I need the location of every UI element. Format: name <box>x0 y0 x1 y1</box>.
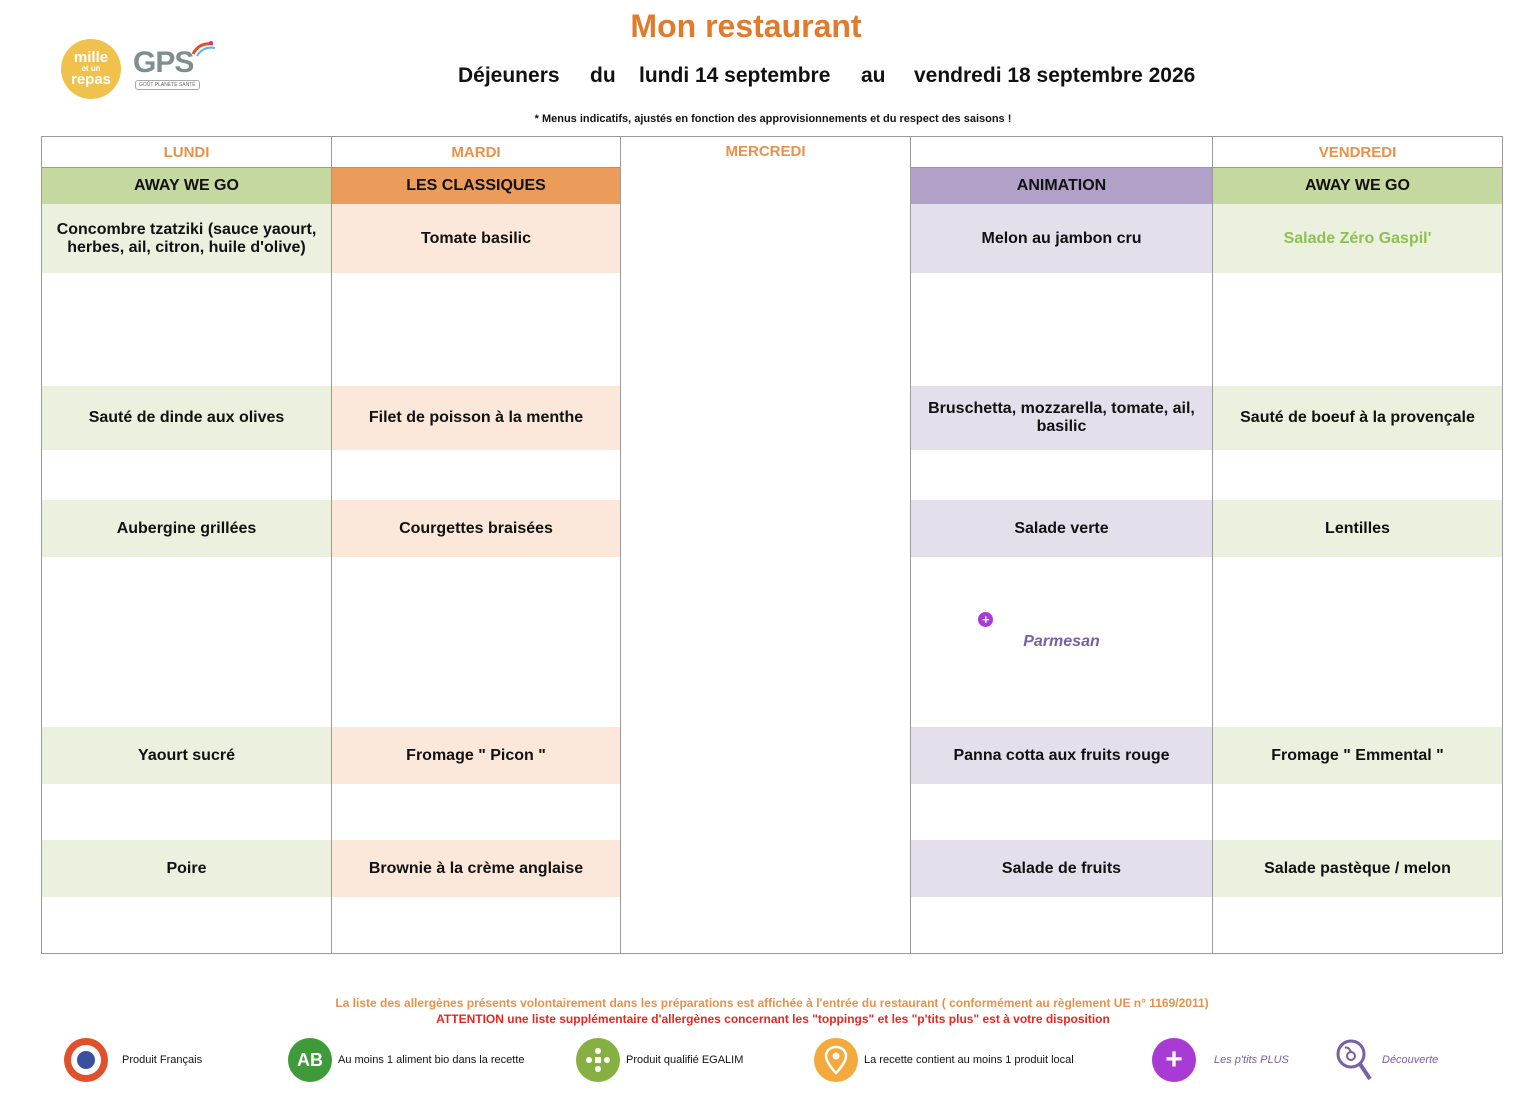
menu-item: Panna cotta aux fruits rouge <box>911 727 1213 784</box>
menu-item: Sauté de boeuf à la provençale <box>1213 386 1503 450</box>
french-product-icon <box>64 1038 108 1082</box>
local-pin-icon <box>814 1038 858 1082</box>
legend-label: Au moins 1 aliment bio dans la recette <box>338 1054 525 1066</box>
theme-cell: AWAY WE GO <box>42 168 332 205</box>
legend-ptits-plus <box>1152 1037 1289 1083</box>
menu-disclaimer: * Menus indicatifs, ajustés en fonction des approvisionnements et du respect des saisons ! <box>534 113 1012 125</box>
menu-item: Tomate basilic <box>332 204 621 273</box>
gps-logo-subtitle: GOÛT PLANÈTE SANTÉ <box>135 80 200 90</box>
menu-item-zero-gaspil: Salade Zéro Gaspil' <box>1213 204 1503 273</box>
discovery-icon <box>1332 1038 1376 1082</box>
organic-ab-icon: AB <box>288 1038 332 1082</box>
legend-discovery <box>1332 1037 1438 1083</box>
weekly-menu-table <box>41 136 1503 954</box>
theme-cell: LES CLASSIQUES <box>332 168 621 205</box>
gps-logo-text: GPS <box>133 46 194 79</box>
legend-french-product <box>64 1037 202 1083</box>
mille-logo-line2: et un <box>81 64 101 73</box>
mille-logo-line3: repas <box>70 71 112 88</box>
menu-item: Sauté de dinde aux olives <box>42 386 332 450</box>
wednesday-column <box>621 137 911 954</box>
day-header-row <box>42 137 1503 168</box>
menu-item: Bruschetta, mozzarella, tomate, ail, basilic <box>911 386 1213 450</box>
menu-item: Concombre tzatziki (sauce yaourt, herbes, ail, citron, huile d'olive) <box>42 204 332 273</box>
menu-item: Fromage " Picon " <box>332 727 621 784</box>
menu-item: Salade verte <box>911 500 1213 557</box>
period-end: vendredi 18 septembre 2026 <box>914 64 1196 87</box>
mille-et-un-repas-logo <box>61 39 121 99</box>
theme-cell: AWAY WE GO <box>1213 168 1503 205</box>
legend-local <box>814 1037 1074 1083</box>
menu-item: Aubergine grillées <box>42 500 332 557</box>
menu-item: Yaourt sucré <box>42 727 332 784</box>
allergen-notice: La liste des allergènes présents volontairement dans les préparations est affichée à l'entrée du restaurant ( conformément au règlement UE n° 1169/2011) <box>335 996 1209 1010</box>
menu-item: Fromage " Emmental " <box>1213 727 1503 784</box>
day-header <box>911 137 1213 168</box>
mille-logo-line1: mille <box>73 49 109 66</box>
day-header: MERCREDI <box>725 143 806 160</box>
ptits-plus-icon: + <box>1152 1038 1196 1082</box>
meal-label: Déjeuners <box>458 64 560 87</box>
menu-item: Filet de poisson à la menthe <box>332 386 621 450</box>
ptits-plus-item: Parmesan <box>1023 633 1100 650</box>
allergen-warning: ATTENTION une liste supplémentaire d'allergènes concernant les "toppings" et les "p'tits plus" est à votre disposition <box>436 1012 1110 1026</box>
period-au: au <box>861 64 886 87</box>
period-du: du <box>590 64 616 87</box>
menu-item: Lentilles <box>1213 500 1503 557</box>
egalim-icon <box>576 1038 620 1082</box>
page-title: Mon restaurant <box>630 8 862 44</box>
menu-item: Salade pastèque / melon <box>1213 840 1503 897</box>
ptits-plus-cell <box>911 557 1213 727</box>
legend-label: Découverte <box>1382 1054 1439 1066</box>
gps-logo <box>133 40 217 92</box>
menu-item: Poire <box>42 840 332 897</box>
menu-item: Brownie à la crème anglaise <box>332 840 621 897</box>
day-header: LUNDI <box>42 137 332 168</box>
legend-label: Produit Français <box>122 1054 203 1066</box>
legend-label: Produit qualifié EGALIM <box>626 1054 744 1066</box>
theme-cell: ANIMATION <box>911 168 1213 205</box>
period-start: lundi 14 septembre <box>639 64 831 87</box>
menu-item: Salade de fruits <box>911 840 1213 897</box>
menu-item: Courgettes braisées <box>332 500 621 557</box>
legend-organic <box>288 1037 525 1083</box>
legend-egalim <box>576 1037 743 1083</box>
ptits-plus-icon: + <box>978 612 993 627</box>
menu-item: Melon au jambon cru <box>911 204 1213 273</box>
legend-label: La recette contient au moins 1 produit local <box>864 1054 1074 1066</box>
day-header: VENDREDI <box>1213 137 1503 168</box>
day-header: MARDI <box>332 137 621 168</box>
legend-label: Les p'tits PLUS <box>1214 1054 1289 1066</box>
